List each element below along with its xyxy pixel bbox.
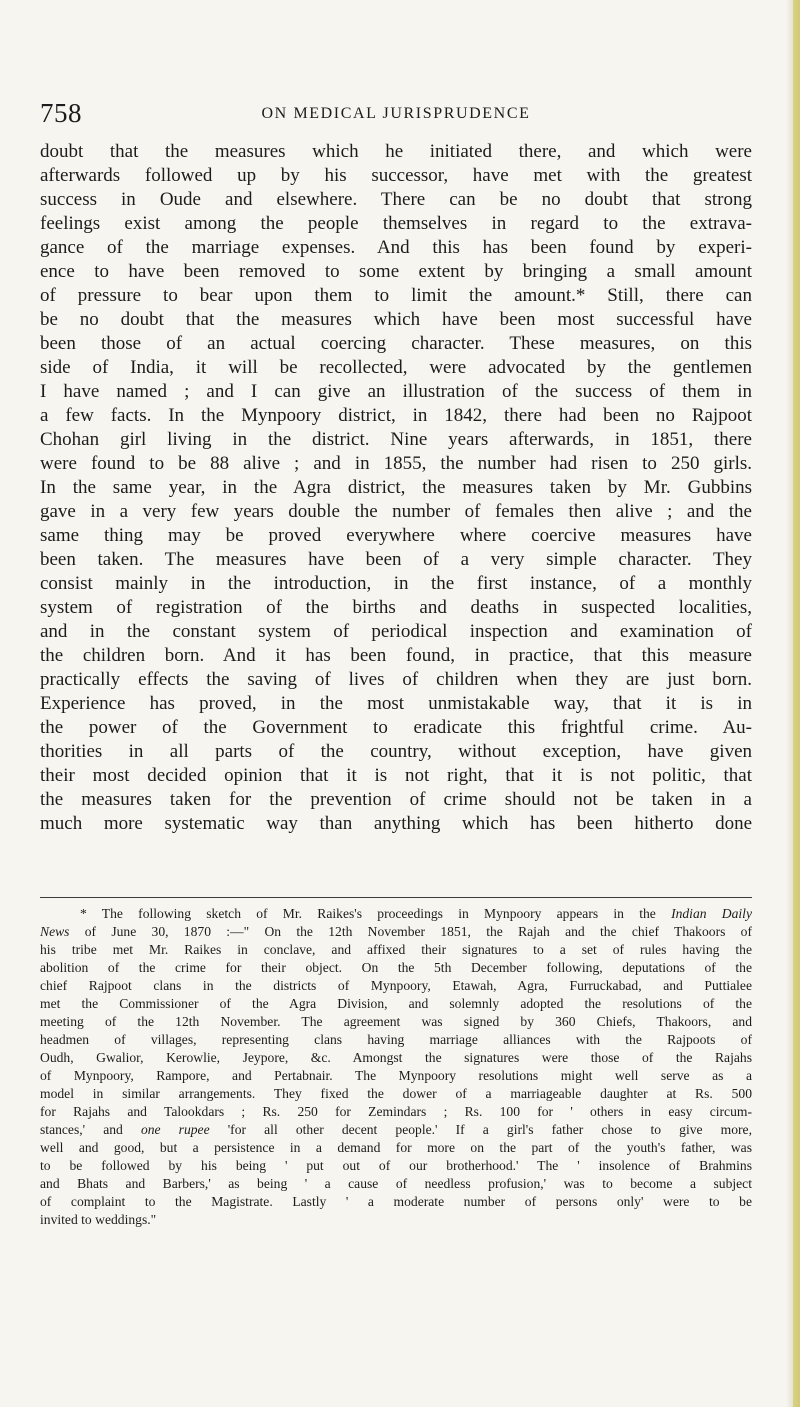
- body-paragraph: [40, 140, 752, 836]
- body-line: practically effects the saving of lives of children when they are just born.: [40, 669, 752, 690]
- footnote-line: invited to weddings.": [40, 1212, 157, 1227]
- body-line: In the same year, in the Agra district, the measures taken by Mr. Gubbins: [40, 477, 752, 498]
- body-line: a few facts. In the Mynpoory district, in 1842, there had been no Rajpoot: [40, 405, 752, 426]
- running-head: ON MEDICAL JURISPRUDENCE: [261, 105, 531, 122]
- body-line: much more systematic way than anything which has been hitherto done: [40, 813, 752, 834]
- footnote-line: * The following sketch of Mr. Raikes's proceedings in Mynpoory appears in the Indian Daily: [80, 906, 752, 921]
- footnote-line: of Mynpoory, Rampore, and Pertabnair. The Mynpoory resolutions might well serve as a: [40, 1068, 752, 1083]
- body-line: side of India, it will be recollected, were advocated by the gentlemen: [40, 357, 752, 378]
- body-line: Experience has proved, in the most unmistakable way, that it is in: [40, 693, 752, 714]
- body-line: and in the constant system of periodical inspection and examination of: [40, 621, 752, 642]
- body-line: consist mainly in the introduction, in the first instance, of a monthly: [40, 573, 752, 594]
- body-line: the measures taken for the prevention of crime should not be taken in a: [40, 789, 752, 810]
- footnote-line: for Rajahs and Talookdars ; Rs. 250 for Zemindars ; Rs. 100 for ' others in easy circum-: [40, 1104, 752, 1119]
- page-header: [40, 98, 752, 128]
- body-line: Chohan girl living in the district. Nine years afterwards, in 1851, there: [40, 429, 752, 450]
- page-number: 758: [40, 98, 82, 128]
- footnote-line: chief Rajpoot clans in the districts of Mynpoory, Etawah, Agra, Furruckabad, and Puttialee: [40, 978, 752, 993]
- footnote-line: model in similar arrangements. They fixed the dower of a marriageable daughter at Rs. 500: [40, 1086, 752, 1101]
- body-line: the children born. And it has been found, in practice, that this measure: [40, 645, 752, 666]
- body-line: thorities in all parts of the country, without exception, have given: [40, 741, 752, 762]
- footnote-line: met the Commissioner of the Agra Division, and solemnly adopted the resolutions of the: [40, 996, 752, 1011]
- body-line: of pressure to bear upon them to limit the amount.* Still, there can: [40, 285, 752, 306]
- body-line: doubt that the measures which he initiated there, and which were: [40, 141, 752, 162]
- body-line: the power of the Government to eradicate this frightful crime. Au-: [40, 717, 752, 738]
- body-line: same thing may be proved everywhere where coercive measures have: [40, 525, 752, 546]
- footnote-line: his tribe met Mr. Raikes in conclave, and affixed their signatures to a set of rules having the: [40, 942, 752, 957]
- footnote-line: Oudh, Gwalior, Kerowlie, Jeypore, &c. Amongst the signatures were those of the Rajahs: [40, 1050, 752, 1065]
- footnote: [40, 905, 752, 1229]
- body-line: system of registration of the births and deaths in suspected localities,: [40, 597, 752, 618]
- footnote-line: abolition of the crime for their object. On the 5th December following, deputations of the: [40, 960, 752, 975]
- body-line: feelings exist among the people themselves in regard to the extrava-: [40, 213, 752, 234]
- body-line: their most decided opinion that it is not right, that it is not politic, that: [40, 765, 752, 786]
- body-line: gave in a very few years double the number of females then alive ; and the: [40, 501, 752, 522]
- body-line: be no doubt that the measures which have been most successful have: [40, 309, 752, 330]
- body-line: ence to have been removed to some extent by bringing a small amount: [40, 261, 752, 282]
- body-line: were found to be 88 alive ; and in 1855, the number had risen to 250 girls.: [40, 453, 752, 474]
- footnote-line: stances,' and one rupee 'for all other decent people.' If a girl's father chose to give more,: [40, 1122, 752, 1137]
- body-line: been those of an actual coercing character. These measures, on this: [40, 333, 752, 354]
- body-line: been taken. The measures have been of a very simple character. They: [40, 549, 752, 570]
- body-line: I have named ; and I can give an illustration of the success of them in: [40, 381, 752, 402]
- body-line: afterwards followed up by his successor, have met with the greatest: [40, 165, 752, 186]
- body-line: gance of the marriage expenses. And this has been found by experi-: [40, 237, 752, 258]
- footnote-line: to be followed by his being ' put out of our brotherhood.' The ' insolence of Brahmins: [40, 1158, 752, 1173]
- body-line: success in Oude and elsewhere. There can be no doubt that strong: [40, 189, 752, 210]
- footnote-line: well and good, but a persistence in a demand for more on the part of the youth's father, was: [40, 1140, 752, 1155]
- footnote-line: News of June 30, 1870 :—" On the 12th November 1851, the Rajah and the chief Thakoors of: [40, 924, 752, 939]
- footnote-line: of complaint to the Magistrate. Lastly ' a moderate number of persons only' were to be: [40, 1194, 752, 1209]
- page-edge-marker: [793, 0, 800, 1407]
- footnote-line: meeting of the 12th November. The agreement was signed by 360 Chiefs, Thakoors, and: [40, 1014, 752, 1029]
- footnote-line: headmen of villages, representing clans having marriage alliances with the Rajpoots of: [40, 1032, 752, 1047]
- footnote-line: and Bhats and Barbers,' as being ' a cause of needless profusion,' was to become a subject: [40, 1176, 752, 1191]
- footnote-divider: [40, 897, 752, 898]
